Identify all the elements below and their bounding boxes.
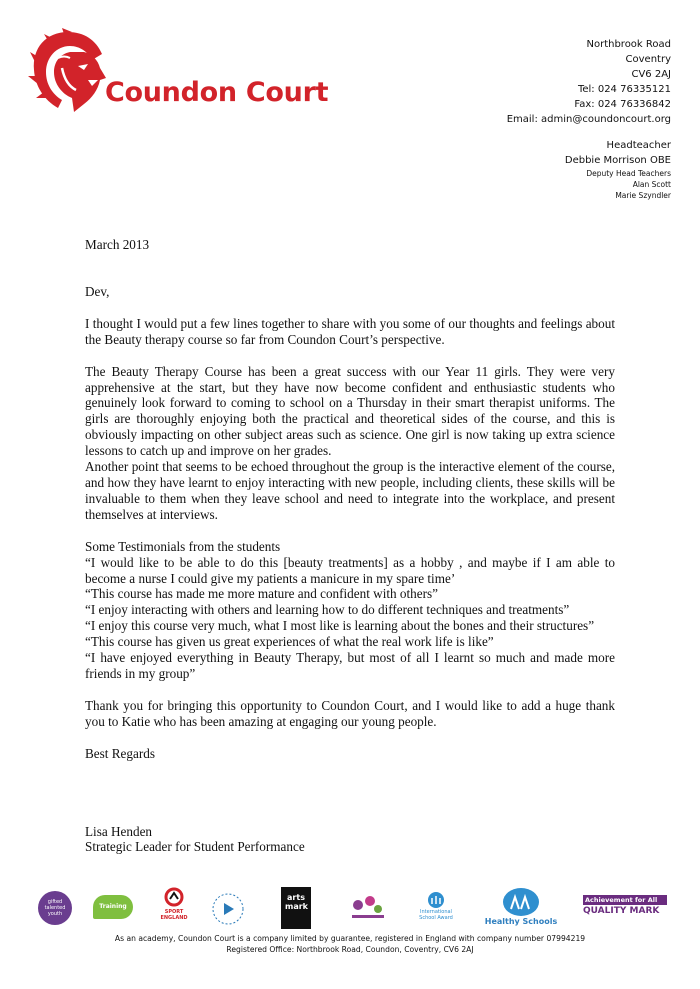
testimonial: “This course has given us great experiences of what the real work life is like”	[85, 634, 494, 650]
headteacher-name: Debbie Morrison OBE	[564, 155, 671, 166]
intro-paragraph: I thought I would put a few lines together to share with you some of our thoughts and feelings about the Beauty therapy course so far from Coundon Court’s perspective.	[85, 315, 615, 347]
flowers-icon	[348, 893, 388, 923]
letter-date: March 2013	[85, 237, 150, 252]
healthy-schools-logo	[483, 887, 559, 931]
thanks-paragraph: Thank you for bringing this opportunity to Coundon Court, and I would like to add a huge thank you to Katie who has been amazing at engaging our young people.	[85, 697, 615, 729]
signatory-title: Strategic Leader for Student Performance	[85, 839, 305, 855]
healthy-schools-text: Healthy Schools	[484, 917, 558, 926]
testimonial: “I enjoy interacting with others and learning how to do different techniques and treatments”	[85, 602, 570, 618]
gifted-talented-logo	[38, 891, 72, 925]
paragraph-success: The Beauty Therapy Course has been a great success with our Year 11 girls. They were very apprehensive at the start, but they have now become confident and enthusiastic students who genuinely look forward to coming to school on a Thursday in their smart therapist uniforms. The girls are thoroughly enjoying both the practical and theoretical sides of the course, and this is obviously impacting on other subject areas such as science. One girl is now taking up extra science lessons to catch up and improve on her grades.	[85, 363, 615, 459]
artsmark-text: arts mark	[285, 893, 308, 911]
artsmark-logo	[281, 887, 311, 929]
testimonials-heading: Some Testimonials from the students	[85, 538, 281, 554]
phone: Tel: 024 76335121	[577, 84, 671, 95]
international-school-award-logo	[413, 891, 459, 929]
testimonial: “I would like to be able to do this [beauty treatments] as a hobby , and maybe if I am able to become a nurse I could give my patients a manicure in my spare time’	[85, 554, 615, 586]
gifted-logo-text: gifted talented youth	[44, 899, 66, 917]
achievement-top: Achievement for All	[583, 895, 667, 905]
address-line: CV6 2AJ	[631, 69, 671, 80]
training-logo-text: Training	[99, 903, 127, 910]
email-link[interactable]: Email: admin@coundoncourt.org	[506, 114, 671, 125]
sport-england-icon	[164, 887, 184, 909]
achievement-bottom: QUALITY MARK	[583, 906, 660, 916]
training-logo	[93, 895, 133, 919]
footer-company-info: As an academy, Coundon Court is a company limited by guarantee, registered in England with company number 07994219	[114, 934, 586, 943]
living-values-logo	[348, 893, 388, 923]
salutation: Dev,	[85, 283, 110, 299]
letter-body	[85, 237, 615, 855]
testimonial: “I have enjoyed everything in Beauty Therapy, but most of all I learnt so much and made more friends in my group”	[85, 650, 615, 681]
healthy-schools-icon	[501, 887, 541, 917]
deputy-name: Marie Szyndler	[615, 191, 671, 200]
address-line: Coventry	[625, 54, 671, 65]
sport-england-logo	[156, 887, 192, 927]
deputy-title: Deputy Head Teachers	[586, 169, 671, 178]
sport-england-text: SPORT ENGLAND	[160, 909, 188, 921]
people-icon	[426, 891, 446, 909]
school-address	[507, 37, 671, 127]
address-line: Northbrook Road	[586, 39, 671, 50]
specialist-schools-logo	[210, 891, 246, 927]
staff-list	[565, 138, 671, 201]
testimonial: “I enjoy this course very much, what I most like is learning about the bones and their structures”	[85, 618, 595, 634]
brand-name: Coundon Court	[105, 77, 329, 108]
headteacher-title: Headteacher	[606, 140, 671, 151]
fax: Fax: 024 76336842	[574, 99, 671, 110]
deputy-name: Alan Scott	[632, 180, 671, 189]
paragraph-interactive: Another point that seems to be echoed throughout the group is the interactive element of the course, and how they have learnt to enjoy interacting with new people, including clients, these skills will be invaluable to them when they leave school and need to integrate into the workplace, and present themselves at interviews.	[85, 459, 615, 522]
signatory-name: Lisa Henden	[85, 823, 153, 839]
school-logo	[28, 28, 329, 118]
footer-registered-office: Registered Office: Northbrook Road, Coundon, Coventry, CV6 2AJ	[226, 945, 474, 954]
international-award-text: International School Award	[419, 909, 453, 921]
circle-play-icon	[210, 891, 246, 927]
testimonial: “This course has made me more mature and confident with others”	[85, 586, 439, 602]
lion-crest-icon	[28, 28, 108, 116]
achievement-for-all-logo	[583, 895, 667, 921]
signoff: Best Regards	[85, 745, 155, 761]
accreditation-logos	[38, 887, 668, 933]
